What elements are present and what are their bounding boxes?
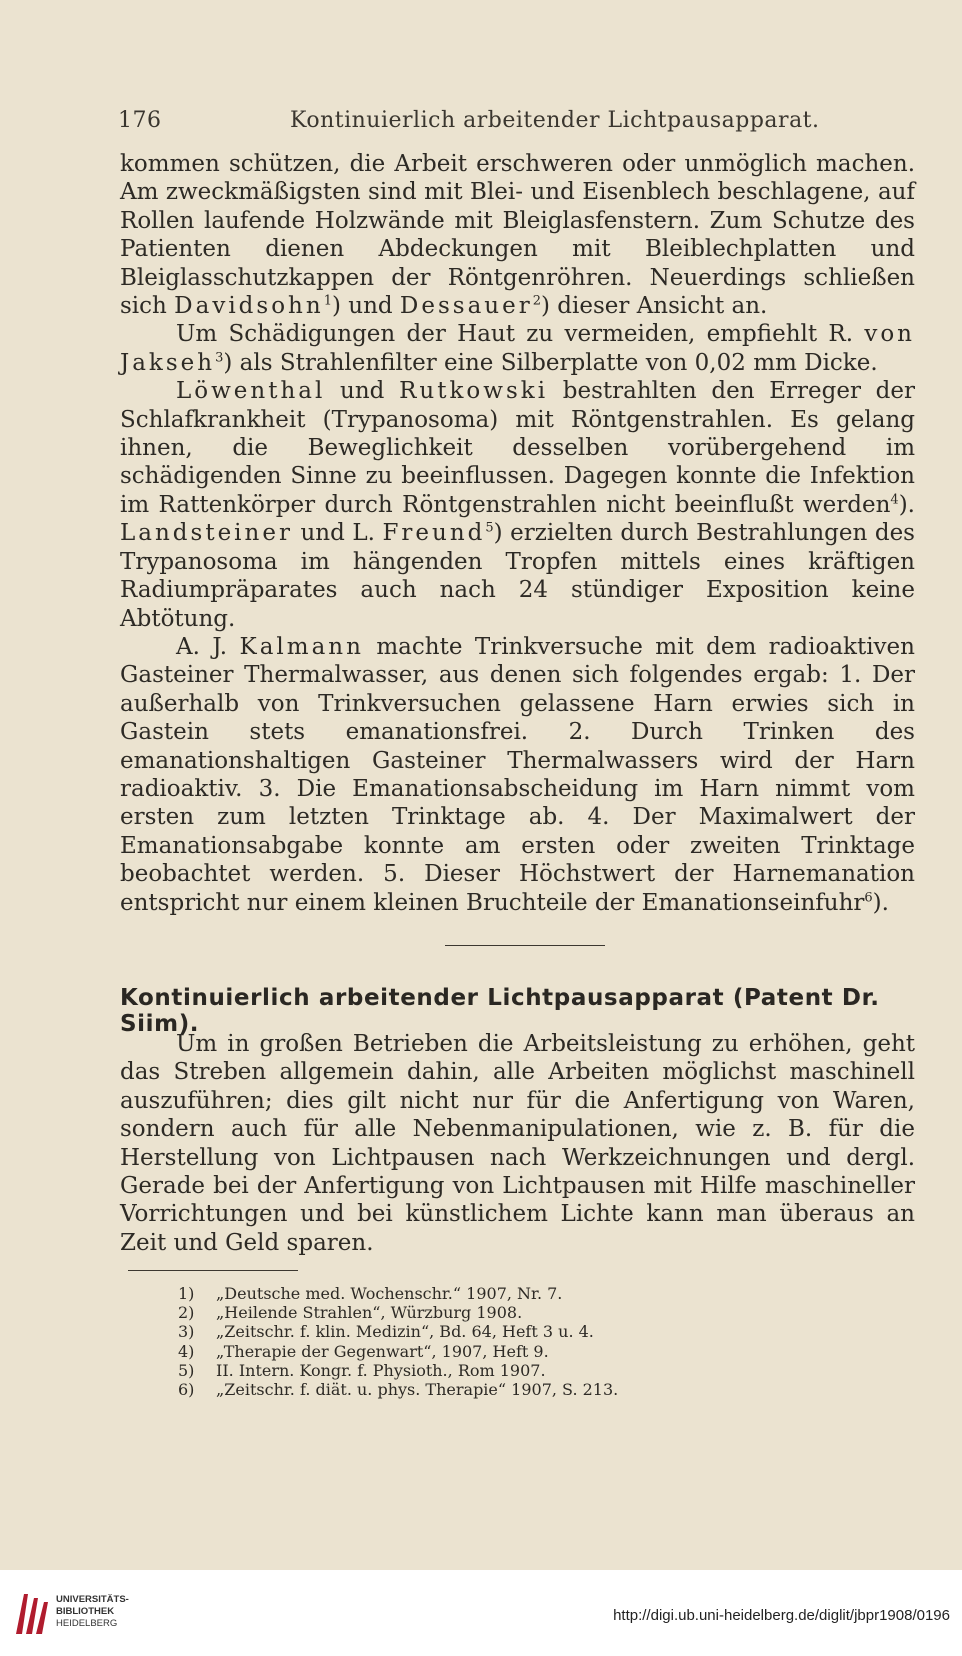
- footnote-ref: 6: [864, 889, 873, 905]
- paragraph-2: Um Schädigungen der Haut zu vermeiden, empfiehlt R. von Jakseh$^3$) als Strahlenfilter eine Silberplatte von 0,02 mm Dicke.: [120, 321, 915, 376]
- paragraph-4: A. J. Kalmann machte Trinkversuche mit dem radioaktiven Gasteiner Thermalwasser, aus denen sich folgendes ergab: 1. Der außerhalb von Trinkversuchen gelassene Harn erwies sich in Gastein stets emanationsfrei. 2. Durch Trinken des emanationshaltigen Gasteiner Thermalwassers wird der Harn radioaktiv. 3. Die Emanationsabscheidung im Harn nimmt vom ersten zum letzten Trinktage ab. 4. Der Maximalwert der Emanationsabgabe konnte am ersten oder zweiten Trinktage beobachtet werden. 5. Dieser Höchstwert der Harnemanation entspricht nur einem kleinen Bruchteile der Emanationseinfuhr$^6$).: [120, 633, 915, 916]
- library-logo-text[interactable]: UNIVERSITÄTS- BIBLIOTHEK HEIDELBERG: [56, 1594, 129, 1629]
- footnote-ref: 5: [485, 520, 494, 536]
- author-name: von Jakseh: [120, 321, 915, 376]
- footnote-rule: [128, 1270, 298, 1271]
- author-name: Davidsohn: [174, 293, 324, 320]
- section-title: Kontinuierlich arbeitender Lichtpausapparat (Patent Dr. Siim).: [120, 985, 880, 1037]
- footnote: 2) „Heilende Strahlen“, Würzburg 1908.: [178, 1303, 523, 1323]
- footnote-ref: 1: [323, 293, 332, 309]
- author-name: Rutkowski: [399, 378, 549, 405]
- footnote: 4) „Therapie der Gegenwart“, 1907, Heft 9.: [178, 1341, 549, 1361]
- viewer-footer: [0, 1570, 962, 1656]
- author-name: Freund: [382, 520, 486, 547]
- footnote: 3) „Zeitschr. f. klin. Medizin“, Bd. 64, Heft 3 u. 4.: [178, 1322, 594, 1342]
- running-title: Kontinuierlich arbeitender Lichtpausapparat.: [290, 108, 820, 133]
- footnote: 5) II. Intern. Kongr. f. Physioth., Rom 1907.: [178, 1360, 546, 1380]
- body-text-top: [120, 150, 915, 917]
- footnote: 6) „Zeitschr. f. diät. u. phys. Therapie“ 1907, S. 213.: [178, 1380, 619, 1400]
- footnote-ref: 2: [532, 293, 541, 309]
- author-name: Kalmann: [239, 633, 364, 660]
- paragraph-3: Löwenthal und Rutkowski bestrahlten den Erreger der Schlafkrankheit (Trypanosoma) mit Röntgenstrahlen. Es gelang ihnen, die Beweglichkeit desselben vorübergehend im schädigenden Sinne zu beeinflussen. Dagegen konnte die Infektion im Rattenkörper durch Röntgenstrahlen nicht beeinflußt werden$^4$). Landsteiner und L. Freund$^5$) erzielten durch Bestrahlungen des Trypanosoma im hängenden Tropfen mittels eines kräftigen Radiumpräparates auch nach 24 stündiger Exposition keine Abtötung.: [120, 378, 915, 632]
- library-logo-icon[interactable]: [12, 1588, 50, 1638]
- page-number: 176: [118, 108, 162, 133]
- author-name: Löwenthal: [176, 378, 326, 405]
- footnote-ref: 3: [215, 350, 224, 366]
- body-text-bottom: [120, 1030, 915, 1257]
- footnotes: [178, 1284, 778, 1399]
- author-name: Dessauer: [399, 293, 533, 320]
- permalink-url[interactable]: http://digi.ub.uni-heidelberg.de/diglit/jbpr1908/0196: [613, 1607, 950, 1624]
- footnote-ref: 4: [890, 492, 899, 508]
- footnote: 1) „Deutsche med. Wochenschr.“ 1907, Nr. 7.: [178, 1284, 563, 1303]
- section-divider: [445, 945, 605, 946]
- paragraph-5: Um in großen Betrieben die Arbeitsleistung zu erhöhen, geht das Streben allgemein dahin, alle Arbeiten möglichst maschinell auszuführen; dies gilt nicht nur für die Anfertigung von Waren, sondern auch für alle Nebenmanipulationen, wie z. B. für die Herstellung von Lichtpausen nach Werkzeichnungen und dergl. Gerade bei der Anfertigung von Lichtpausen mit Hilfe maschineller Vorrichtungen und bei künstlichem Lichte kann man überaus an Zeit und Geld sparen.: [120, 1031, 915, 1256]
- paragraph-1: kommen schützen, die Arbeit erschweren oder unmöglich machen. Am zweckmäßigsten sind mit Blei- und Eisenblech beschlagene, auf Rollen laufende Holzwände mit Bleiglasfenstern. Zum Schutze des Patienten dienen Abdeckungen mit Bleiblechplatten und Bleiglasschutzkappen der Röntgenröhren. Neuerdings schließen sich Davidsohn$^1$) und Dessauer$^2$) dieser Ansicht an.: [120, 151, 915, 320]
- author-name: Landsteiner: [120, 520, 293, 547]
